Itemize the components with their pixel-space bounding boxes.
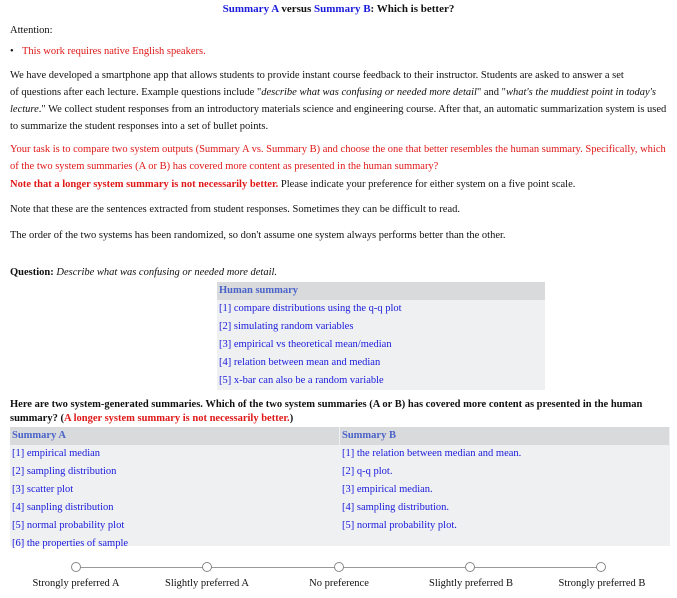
compare-prompt-warning: A longer system summary is not necessarily better. [63, 413, 290, 424]
title-summary-b: Summary B [314, 3, 371, 15]
system-summaries-table [10, 427, 670, 549]
label-no-preference[interactable]: No preference [309, 578, 369, 589]
question-line [10, 264, 670, 281]
title-summary-a: Summary A [222, 3, 279, 15]
order-note: The order of the two systems has been randomized, so don't assume one system always performs better than the other. [10, 230, 506, 241]
longer-note-bold: Note that a longer system summary is not necessarily better. [10, 179, 279, 190]
radio-no-preference[interactable] [334, 562, 344, 572]
summary-b-column [340, 427, 669, 535]
title-versus: versus [278, 3, 315, 15]
list-item: [6] the properties of sample [12, 538, 129, 549]
longer-note: Note that a longer system summary is not necessarily better. Please indicate your preference for either system on a five point scale. [10, 179, 576, 190]
summary-b-header: Summary B [340, 427, 669, 445]
list-item: [4] relation between mean and median [219, 357, 381, 368]
intro-line-3: lecture." We collect student responses from an introductory materials science and engineering course. After that, an automatic summarization system is used [10, 104, 667, 115]
list-item: [2] simulating random variables [219, 321, 354, 332]
example-question-2: what's the muddiest point in today's [505, 87, 656, 98]
intro-line-2: of questions after each lecture. Example questions include "describe what was confusing or needed more detail" and "what's the muddiest point in today's [10, 87, 656, 98]
list-item: [3] empirical vs theoretical mean/median [219, 339, 392, 350]
list-item: [5] x-bar can also be a random variable [219, 375, 384, 386]
label-slightly-preferred-b[interactable]: Slightly preferred B [429, 578, 513, 589]
compare-prompt: Here are two system-generated summaries. Which of the two system summaries (A or B) has covered more content as presented in the human summary? (A longer system summary is not necessarily better.) [10, 399, 643, 424]
human-summary-table [217, 282, 545, 390]
list-item: [2] sampling distribution [12, 466, 117, 477]
list-item: [5] normal probability plot [12, 520, 125, 531]
list-item: [3] empirical median. [342, 484, 433, 495]
page-title [0, 3, 677, 15]
native-speaker-note: • This work requires native English speakers. [22, 43, 662, 60]
list-item: [3] scatter plot [12, 484, 74, 495]
example-question-1: describe what was confusing or needed more detail [261, 87, 477, 98]
radio-strongly-preferred-b[interactable] [596, 562, 606, 572]
list-item: [2] q-q plot. [342, 466, 393, 477]
intro-line-4: to summarize the student responses into a set of bullet points. [10, 121, 269, 132]
summary-a-header: Summary A [10, 427, 339, 445]
list-item: [4] sanpling distribution [12, 502, 114, 513]
task-paragraph: Your task is to compare two system outputs (Summary A vs. Summary B) and choose the one that better resembles the human summary. Specifically, which of the two system summaries (A or B) has covered more content as presented in the human summary? [10, 144, 666, 172]
label-strongly-preferred-a[interactable]: Strongly preferred A [32, 578, 120, 589]
list-item: [1] empirical median [12, 448, 101, 459]
label-strongly-preferred-b[interactable]: Strongly preferred B [558, 578, 646, 589]
question-label: Question: [10, 267, 54, 278]
label-slightly-preferred-a[interactable]: Slightly preferred A [165, 578, 249, 589]
intro-line-1: We have developed a smartphone app that allows students to provide instant course feedback to their instructor. Students are asked to answer a set [10, 70, 624, 81]
title-question: : Which is better? [370, 3, 455, 15]
human-summary-header: Human summary [217, 282, 545, 300]
question-text: Describe what was confusing or needed more detail. [56, 267, 278, 278]
summary-a-column [10, 427, 339, 553]
attention-label: Attention: [10, 25, 53, 36]
radio-slightly-preferred-a[interactable] [202, 562, 212, 572]
list-item: [4] sampling distribution. [342, 502, 450, 513]
list-item: [1] compare distributions using the q-q plot [219, 303, 402, 314]
list-item: [1] the relation between median and mean. [342, 448, 522, 459]
radio-slightly-preferred-b[interactable] [465, 562, 475, 572]
radio-strongly-preferred-a[interactable] [71, 562, 81, 572]
list-item: [5] normal probability plot. [342, 520, 457, 531]
intro-paragraph [10, 67, 670, 135]
sentences-note: Note that these are the sentences extracted from student responses. Sometimes they can be difficult to read. [10, 204, 460, 215]
